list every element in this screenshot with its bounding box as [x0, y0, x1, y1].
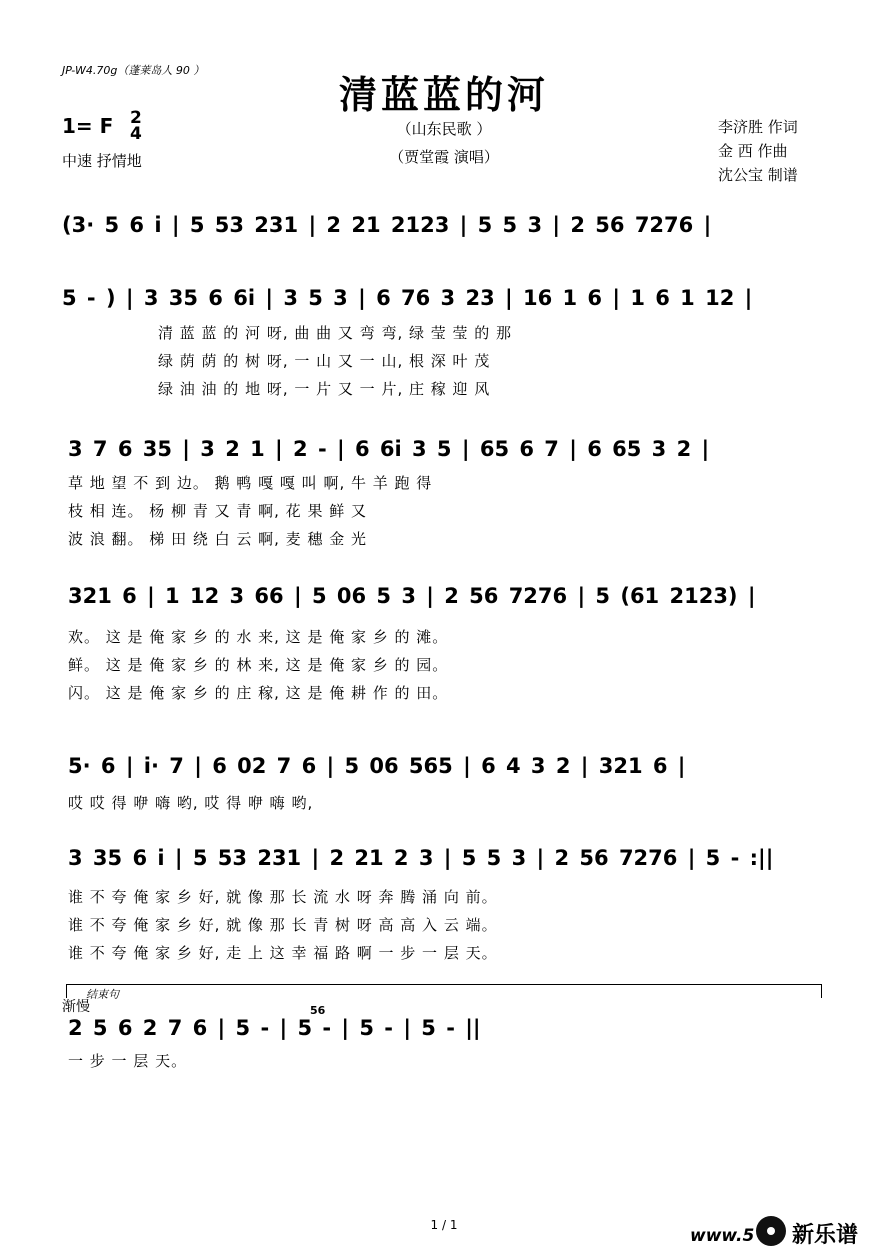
lyrics-4-1: 欢。 这 是 俺 家 乡 的 水 来, 这 是 俺 家 乡 的 滩。 — [68, 628, 449, 646]
page-number: 1 / 1 — [430, 1218, 458, 1232]
site-logo[interactable]: 新乐谱 — [792, 1223, 859, 1248]
lyrics-6-1: 谁 不 夸 俺 家 乡 好, 就 像 那 长 流 水 呀 奔 腾 涌 向 前。 — [68, 888, 498, 906]
edition-label: JP-W4.70g（蓬莱岛人 90 ） — [62, 64, 205, 77]
lyrics-3-3: 波 浪 翻。 梯 田 绕 白 云 啊, 麦 穗 金 光 — [68, 530, 367, 548]
lyrics-5-1: 哎 哎 得 咿 嗨 哟, 哎 得 咿 嗨 哟, — [68, 794, 314, 812]
site-url[interactable]: www.5 — [690, 1226, 755, 1246]
subtitle-performer: （贾堂霞 演唱） — [389, 148, 499, 166]
lyrics-3-2: 枝 相 连。 杨 柳 青 又 青 啊, 花 果 鲜 又 — [68, 502, 367, 520]
subtitle-genre: （山东民歌 ） — [396, 120, 492, 138]
lyrics-6-3: 谁 不 夸 俺 家 乡 好, 走 上 这 幸 福 路 啊 一 步 一 层 天。 — [68, 944, 498, 962]
lyrics-2-3: 绿 油 油 的 地 呀, 一 片 又 一 片, 庄 稼 迎 风 — [158, 380, 491, 398]
lyrics-7-1: 一 步 一 层 天。 — [68, 1052, 188, 1070]
coda-label: 结束句 — [86, 988, 119, 1001]
key-signature: 1= F — [62, 114, 114, 138]
credit-composer: 金 西 作曲 — [718, 142, 788, 160]
lyrics-6-2: 谁 不 夸 俺 家 乡 好, 就 像 那 长 青 树 呀 高 高 入 云 端。 — [68, 916, 498, 934]
grace-notes: 56 — [310, 1004, 326, 1017]
credit-transcriber: 沈公宝 制谱 — [718, 166, 798, 184]
score-line-7: 2 5 6 2 7 6 | 5 - | 5 - | 5 - | 5 - || — [68, 1016, 481, 1040]
lyrics-4-3: 闪。 这 是 俺 家 乡 的 庄 稼, 这 是 俺 耕 作 的 田。 — [68, 684, 449, 702]
lyrics-2-2: 绿 荫 荫 的 树 呀, 一 山 又 一 山, 根 深 叶 茂 — [158, 352, 491, 370]
credit-lyricist: 李济胜 作词 — [718, 118, 798, 136]
time-top: 2 — [130, 108, 142, 128]
score-line-6: 3 35 6 i | 5 53 231 | 2 21 2 3 | 5 5 3 | 2 56 7276 | 5 - :|| — [68, 846, 774, 870]
lyrics-4-2: 鲜。 这 是 俺 家 乡 的 林 来, 这 是 俺 家 乡 的 园。 — [68, 656, 449, 674]
score-line-1: (3· 5 6 i | 5 53 231 | 2 21 2123 | 5 5 3 | 2 56 7276 | — [62, 213, 712, 237]
coda-bracket-right — [821, 984, 822, 998]
tempo-marking: 中速 抒情地 — [62, 152, 142, 170]
score-line-5: 5· 6 | i· 7 | 6 02 7 6 | 5 06 565 | 6 4 3 2 | 321 6 | — [68, 754, 686, 778]
lyrics-2-1: 清 蓝 蓝 的 河 呀, 曲 曲 又 弯 弯, 绿 莹 莹 的 那 — [158, 324, 513, 342]
time-bottom: 4 — [130, 124, 142, 144]
score-line-4: 321 6 | 1 12 3 66 | 5 06 5 3 | 2 56 7276 | 5 (61 2123) | — [68, 584, 756, 608]
ritardando-mark: 渐慢 — [62, 999, 90, 1015]
logo-disc-icon — [756, 1216, 786, 1246]
time-signature — [130, 110, 142, 142]
score-line-2: 5 - ) | 3 35 6 6i | 3 5 3 | 6 76 3 23 | 16 1 6 | 1 6 1 12 | — [62, 286, 753, 310]
coda-bracket — [66, 984, 822, 985]
song-title: 清蓝蓝的河 — [338, 73, 549, 117]
score-line-3: 3 7 6 35 | 3 2 1 | 2 - | 6 6i 3 5 | 65 6 7 | 6 65 3 2 | — [68, 437, 710, 461]
lyrics-3-1: 草 地 望 不 到 边。 鹅 鸭 嘎 嘎 叫 啊, 牛 羊 跑 得 — [68, 474, 433, 492]
